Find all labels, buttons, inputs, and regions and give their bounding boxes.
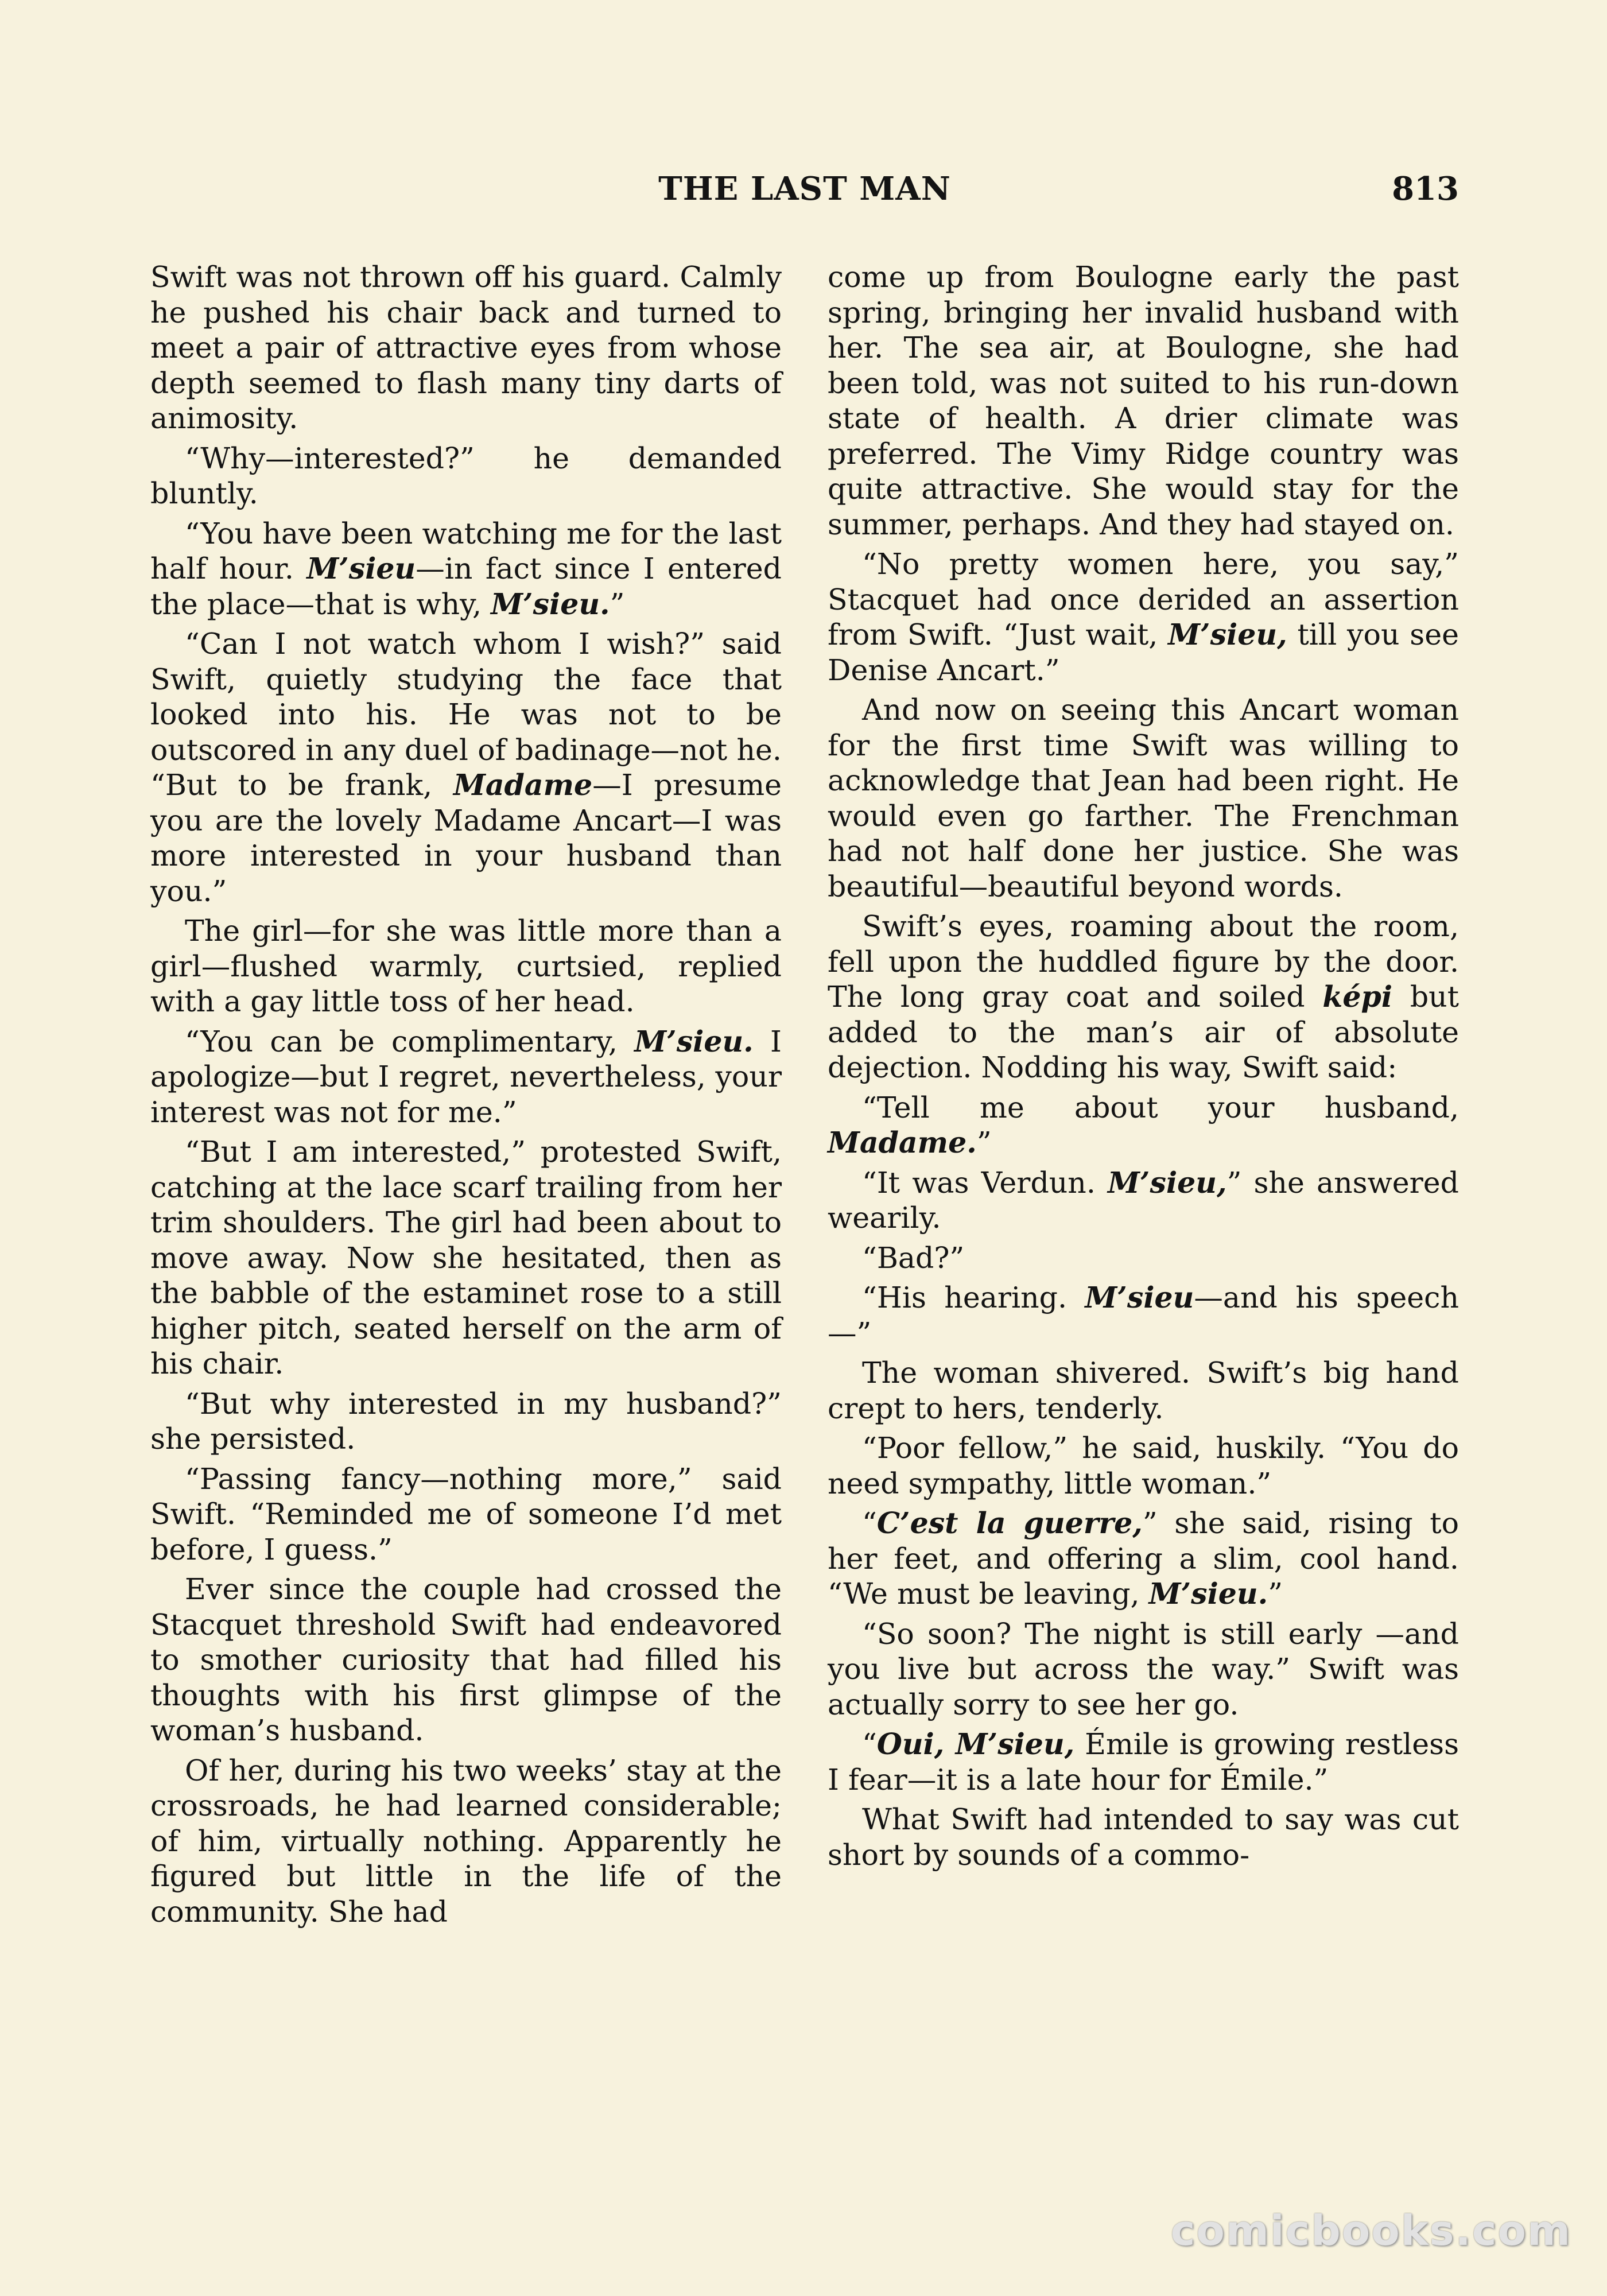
left-text-column — [150, 259, 782, 1934]
text-run: till you see Denise Ancart.” — [828, 618, 1459, 687]
text-run: The woman shivered. Swift’s big hand crept to hers, tenderly. — [828, 1356, 1459, 1425]
paragraph — [828, 1280, 1459, 1351]
paragraph — [150, 441, 782, 511]
page-header — [150, 170, 1459, 216]
text-run: —I presume you are the lovely Madame Ancart—I was more interested in your husband than you.” — [150, 768, 782, 908]
text-run: ” — [1268, 1577, 1283, 1611]
text-run: “ — [862, 1506, 877, 1540]
paragraph — [150, 913, 782, 1019]
paragraph — [150, 1134, 782, 1382]
text-run: “Why—interested?” he demanded bluntly. — [150, 441, 782, 510]
text-run: ” she answered wearily. — [828, 1165, 1459, 1235]
text-run: Émile is growing restless I fear—it is a late hour for Émile.” — [828, 1727, 1460, 1797]
text-run: “But I am interested,” protested Swift, catching at the lace scarf trailing from her trim shoulders. The girl had been about to move away. Now she hesitated, then as the babble of the estaminet rose to a still higher pitch, seated herself on the arm of his chair. — [150, 1135, 782, 1380]
paragraph — [828, 909, 1459, 1085]
text-run: “No pretty women here, you say,” Stacquet had once derided an assertion from Swift. “Just wait, — [828, 547, 1459, 651]
paragraph — [828, 259, 1459, 542]
paragraph — [828, 1355, 1459, 1426]
right-text-column — [828, 259, 1459, 1877]
italic-text-run: Madame. — [828, 1126, 977, 1159]
italic-text-run: M’sieu — [306, 552, 416, 585]
paragraph — [828, 1430, 1459, 1501]
text-run: Of her, during his two weeks’ stay at the crossroads, he had learned considerable; of him, virtually nothing. Apparently he figured but little in the life of the community. She had — [150, 1753, 782, 1929]
text-run: Ever since the couple had crossed the Stacquet threshold Swift had endeavored to smother curiosity that had filled his thoughts with his first glimpse of the woman’s husband. — [150, 1572, 782, 1747]
paragraph — [150, 1572, 782, 1748]
text-run: “Tell me about your husband, — [862, 1090, 1459, 1124]
text-run: I apologize—but I regret, nevertheless, your interest was not for me.” — [150, 1024, 782, 1129]
italic-text-run: M’sieu, — [1168, 618, 1287, 651]
italic-text-run: M’sieu. — [634, 1024, 754, 1058]
text-run: Swift was not thrown off his guard. Calmly he pushed his chair back and turned to meet a pair of attractive eyes from whose depth seemed to flash many tiny darts of animosity. — [150, 260, 782, 435]
text-run: “His hearing. — [862, 1281, 1085, 1314]
text-run: ” she said, rising to her feet, and offering a slim, cool hand. “We must be leaving, — [828, 1506, 1459, 1611]
text-run: What Swift had intended to say was cut short by sounds of a commo- — [828, 1802, 1459, 1872]
paragraph — [150, 1461, 782, 1568]
text-run: “Poor fellow,” he said, huskily. “You do need sympathy, little woman.” — [828, 1431, 1459, 1500]
watermark-text: comicbooks.com — [1170, 2206, 1571, 2255]
paragraph — [828, 546, 1459, 688]
paragraph — [150, 626, 782, 909]
text-run: “ — [862, 1727, 877, 1761]
italic-text-run: Oui, M’sieu, — [876, 1727, 1075, 1761]
paragraph — [150, 259, 782, 436]
paragraph — [828, 692, 1459, 904]
paragraph — [150, 1386, 782, 1457]
page-number: 813 — [1392, 170, 1459, 208]
paragraph — [150, 516, 782, 622]
italic-text-run: képi — [1322, 980, 1393, 1014]
text-run: “But why interested in my husband?” she persisted. — [150, 1386, 782, 1456]
paragraph — [828, 1727, 1459, 1797]
text-run: ” — [610, 587, 625, 621]
paragraph — [828, 1616, 1459, 1723]
text-run: —in fact since I entered the place—that is why, — [150, 552, 782, 621]
italic-text-run: M’sieu, — [1108, 1165, 1227, 1200]
text-run: “Passing fancy—nothing more,” said Swift. “Reminded me of someone I’d met before, I guess.” — [150, 1461, 782, 1566]
text-run: “It was Verdun. — [862, 1165, 1108, 1200]
italic-text-run: C’est la guerre, — [876, 1506, 1143, 1540]
text-run: The girl—for she was little more than a girl—flushed warmly, curtsied, replied with a gay little toss of her head. — [150, 914, 782, 1018]
text-run: “Can I not watch whom I wish?” said Swift, quietly studying the face that looked into his. He was not to be outscored in any duel of badinage—not he. “But to be frank, — [150, 627, 782, 802]
text-run: —and his speech—” — [828, 1281, 1459, 1350]
text-run: come up from Boulogne early the past spring, bringing her invalid husband with her. The sea air, at Boulogne, she had been told, was not suited to his run-down state of health. A drier climate was preferred. The Vimy Ridge country was quite attractive. She would stay for the summer, perhaps. And they had stayed on. — [828, 260, 1459, 541]
text-run: Swift’s eyes, roaming about the room, fell upon the huddled figure by the door. The long gray coat and soiled — [828, 909, 1459, 1014]
italic-text-run: M’sieu. — [491, 587, 610, 621]
italic-text-run: M’sieu — [1085, 1281, 1194, 1314]
running-title: THE LAST MAN — [658, 170, 951, 208]
italic-text-run: Madame — [453, 768, 593, 802]
text-run: but added to the man’s air of absolute dejection. Nodding his way, Swift said: — [828, 980, 1459, 1084]
paragraph — [828, 1802, 1459, 1872]
text-run: “So soon? The night is still early —and you live but across the way.” Swift was actually sorry to see her go. — [828, 1616, 1459, 1721]
italic-text-run: M’sieu. — [1148, 1577, 1268, 1611]
paragraph — [150, 1753, 782, 1930]
text-run: ” — [976, 1126, 992, 1159]
paragraph — [828, 1506, 1459, 1612]
text-run: “You can be complimentary, — [185, 1024, 635, 1058]
paragraph — [150, 1024, 782, 1130]
text-run: “Bad?” — [862, 1240, 965, 1275]
text-run: And now on seeing this Ancart woman for the first time Swift was willing to acknowledge that Jean had been right. He would even go farther. The Frenchman had not half done her justice. She was beautiful—beautiful beyond words. — [828, 693, 1459, 903]
paragraph — [828, 1090, 1459, 1161]
text-run: “You have been watching me for the last half hour. — [150, 516, 782, 585]
paragraph — [828, 1165, 1459, 1236]
paragraph — [828, 1240, 1459, 1276]
